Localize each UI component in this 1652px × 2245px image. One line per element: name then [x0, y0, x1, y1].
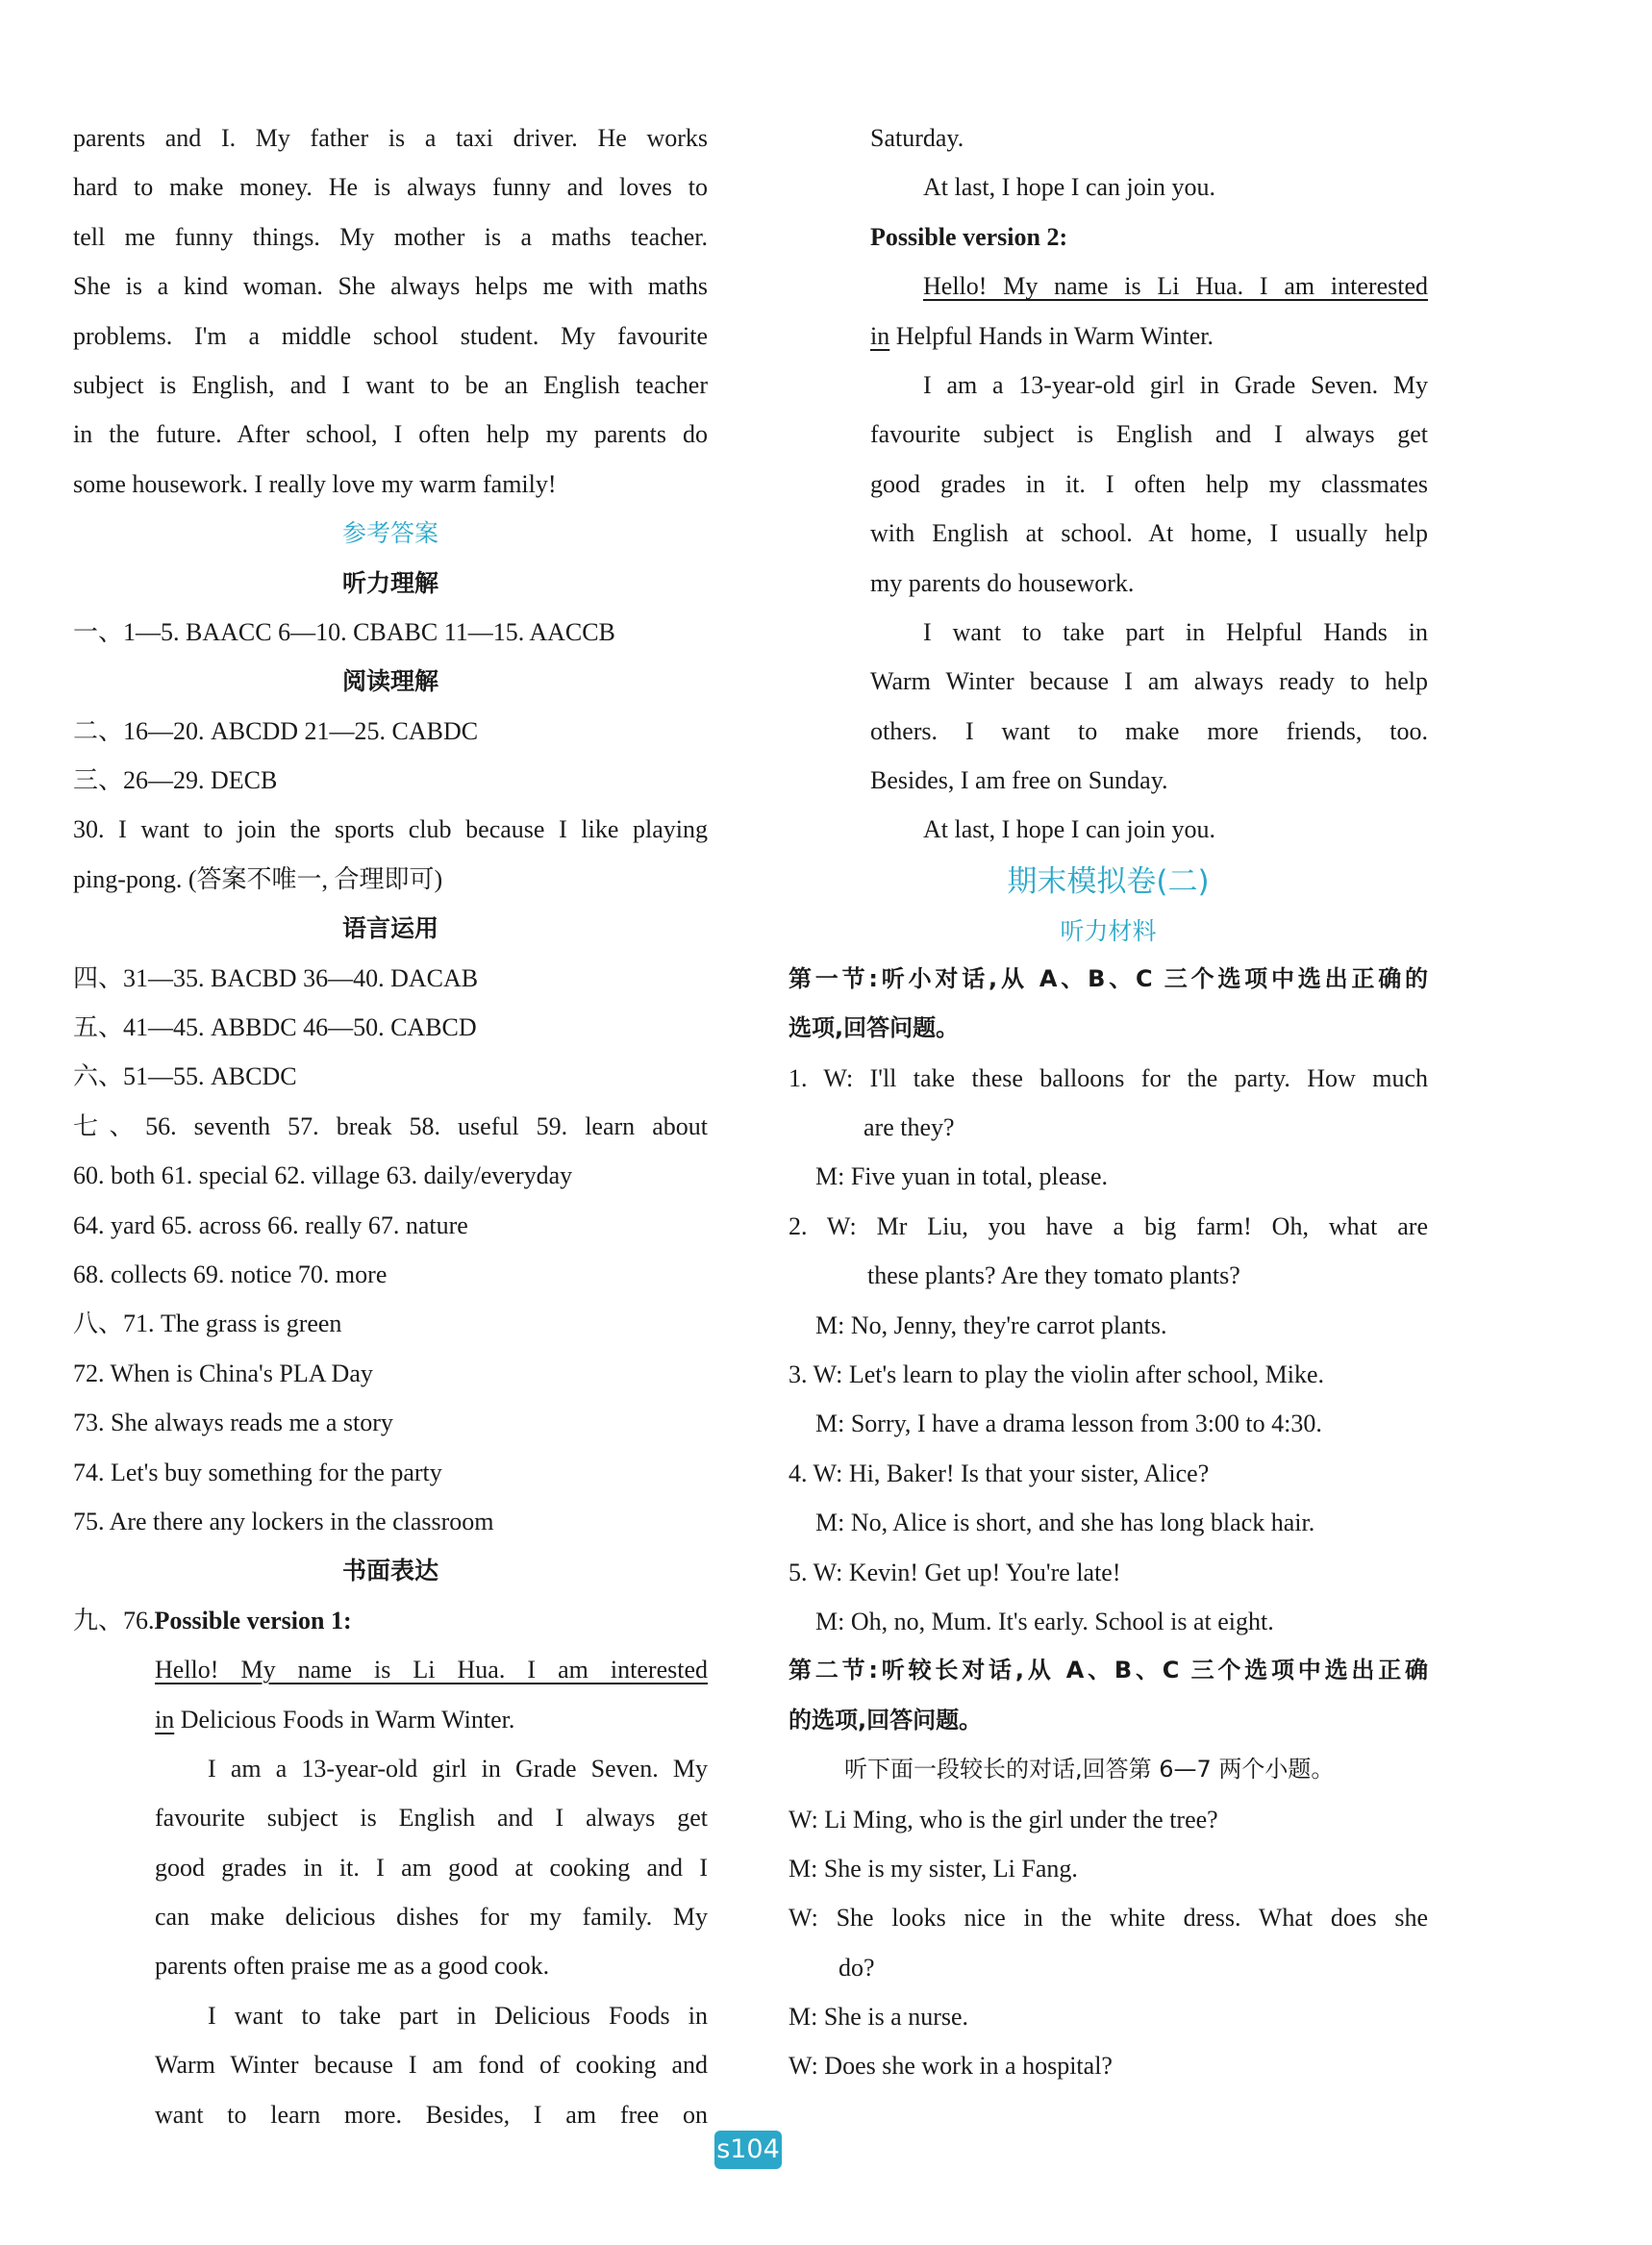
exam-title: 期末模拟卷(二) [1007, 863, 1210, 899]
dialog-line: M: Oh, no, Mum. It's early. School is at eight. [815, 1607, 1274, 1635]
essay-line: with English at school. At home, I usually help [870, 519, 1428, 548]
dialog-line: M: Five yuan in total, please. [815, 1162, 1109, 1191]
essay-line: At last, I hope I can join you. [923, 173, 1215, 202]
essay-line: can make delicious dishes for my family. My [155, 1903, 708, 1932]
section-heading-language: 语言运用 [341, 914, 438, 943]
dialog-line: 1. W: I'll take these balloons for the party. How much [788, 1063, 1428, 1092]
answer-line: 73. She always reads me a story [73, 1409, 393, 1437]
answer-line: 72. When is China's PLA Day [73, 1359, 373, 1387]
underlined-text: Hello! My name is Li Hua. I am interested [155, 1656, 708, 1684]
essay-line: I want to take part in Delicious Foods in [208, 2001, 708, 2030]
section-instruction: 第二节:听较长对话,从 A、B、C 三个选项中选出正确 [788, 1657, 1428, 1684]
answer-line: 30. I want to join the sports club because I like playing [73, 815, 708, 844]
essay-line: I am a 13-year-old girl in Grade Seven. My [208, 1754, 708, 1783]
text-line: subject is English, and I want to be an English teacher [73, 370, 708, 399]
dialog-line: M: No, Jenny, they're carrot plants. [815, 1310, 1167, 1339]
answer-line: 三、26—29. DECB [73, 766, 278, 795]
essay-line: Besides, I am free on Sunday. [870, 766, 1168, 795]
answer-line: 二、16—20. ABCDD 21—25. CABDC [73, 716, 479, 745]
section-intro: 听下面一段较长的对话,回答第 6—7 两个小题。 [844, 1756, 1335, 1784]
essay-text: Delicious Foods in Warm Winter. [174, 1705, 515, 1734]
dialog-line: 4. W: Hi, Baker! Is that your sister, Alice? [788, 1459, 1210, 1487]
dialog-line: do? [839, 1953, 875, 1982]
answer-line: ping-pong. (答案不唯一, 合理即可) [73, 864, 443, 893]
version-label-text: Possible version 2: [870, 222, 1068, 251]
essay-line: Warm Winter because I am always ready to help [870, 667, 1428, 696]
answer-title: 参考答案 [341, 519, 438, 548]
answer-line: 一、1—5. BAACC 6—10. CBABC 11—15. AACCB [73, 617, 615, 646]
essay-line: want to learn more. Besides, I am free on [155, 2100, 708, 2129]
text-line: She is a kind woman. She always helps me with maths [73, 272, 708, 301]
essay-line: Warm Winter because I am fond of cooking and [155, 2051, 708, 2080]
dialog-line: M: No, Alice is short, and she has long black hair. [815, 1509, 1315, 1537]
dialog-line: these plants? Are they tomato plants? [867, 1261, 1240, 1290]
underlined-text: Hello! My name is Li Hua. I am interested [923, 272, 1428, 301]
section-heading-listening: 听力理解 [341, 568, 438, 597]
text-line: parents and I. My father is a taxi driver. He works [73, 124, 708, 152]
essay-line [73, 1695, 708, 1744]
dialog-line: W: Li Ming, who is the girl under the tree? [788, 1805, 1218, 1833]
section-instruction: 第一节:听小对话,从 A、B、C 三个选项中选出正确的 [788, 964, 1428, 992]
essay-line: others. I want to make more friends, too. [870, 716, 1428, 745]
answer-line: 68. collects 69. notice 70. more [73, 1260, 388, 1288]
answer-line: 八、71. The grass is green [73, 1310, 342, 1338]
essay-line: good grades in it. I am good at cooking and I [155, 1853, 708, 1882]
section-heading-writing: 书面表达 [341, 1557, 438, 1585]
text-line: tell me funny things. My mother is a maths teacher. [73, 222, 708, 251]
answer-line: 60. both 61. special 62. village 63. daily/everyday [73, 1161, 573, 1190]
answer-line: 五、41—45. ABBDC 46—50. CABCD [73, 1013, 477, 1042]
essay-opening [788, 262, 1428, 311]
essay-line: I am a 13-year-old girl in Grade Seven. My [923, 370, 1428, 399]
essay-line: favourite subject is English and I always get [155, 1804, 708, 1833]
underlined-text: in [870, 321, 890, 350]
answer-prefix: 九、76. [73, 1606, 155, 1634]
answer-line: 74. Let's buy something for the party [73, 1458, 442, 1486]
essay-text: Helpful Hands in Warm Winter. [889, 321, 1214, 350]
version-label [788, 212, 1428, 262]
underlined-text: in [155, 1705, 175, 1734]
answer-line: 六、51—55. ABCDC [73, 1062, 297, 1091]
text-line: problems. I'm a middle school student. My favourite [73, 321, 708, 350]
material-title: 听力材料 [1060, 916, 1157, 945]
right-column [788, 113, 1428, 2091]
dialog-line: 5. W: Kevin! Get up! You're late! [788, 1558, 1121, 1586]
dialog-line: M: She is my sister, Li Fang. [788, 1854, 1078, 1883]
dialog-line: W: She looks nice in the white dress. What does she [788, 1904, 1428, 1933]
text-line: some housework. I really love my warm family! [73, 469, 557, 498]
page-number: s104 [714, 2131, 782, 2169]
dialog-line: are they? [864, 1113, 955, 1142]
essay-line: favourite subject is English and I always get [870, 420, 1428, 449]
essay-line: Saturday. [870, 124, 964, 152]
dialog-line: M: Sorry, I have a drama lesson from 3:00 to 4:30. [815, 1409, 1322, 1438]
answer-line: 75. Are there any lockers in the classroom [73, 1507, 494, 1535]
dialog-line: 2. W: Mr Liu, you have a big farm! Oh, what are [788, 1211, 1428, 1240]
section-instruction: 选项,回答问题。 [788, 1014, 960, 1042]
answer-line: 四、31—35. BACBD 36—40. DACAB [73, 963, 479, 992]
essay-line: parents often praise me as a good cook. [155, 1952, 550, 1981]
dialog-line: 3. W: Let's learn to play the violin after school, Mike. [788, 1359, 1325, 1388]
essay-line [788, 312, 1428, 361]
answer-line: 七、56. seventh 57. break 58. useful 59. learn about [73, 1111, 708, 1140]
writing-version-line [73, 1596, 708, 1645]
essay-line: At last, I hope I can join you. [923, 815, 1215, 844]
dialog-line: M: She is a nurse. [788, 2003, 969, 2032]
essay-line: I want to take part in Helpful Hands in [923, 617, 1428, 646]
answer-line: 64. yard 65. across 66. really 67. nature [73, 1210, 468, 1239]
text-line: in the future. After school, I often help my parents do [73, 420, 708, 449]
essay-line: good grades in it. I often help my classmates [870, 469, 1428, 498]
essay-opening [73, 1645, 708, 1694]
text-line: hard to make money. He is always funny and loves to [73, 173, 708, 202]
dialog-line: W: Does she work in a hospital? [788, 2052, 1113, 2081]
section-heading-reading: 阅读理解 [341, 667, 438, 696]
section-instruction: 的选项,回答问题。 [788, 1706, 983, 1734]
essay-line: my parents do housework. [870, 568, 1135, 597]
left-column [73, 113, 708, 2139]
version-label: Possible version 1: [154, 1606, 352, 1634]
